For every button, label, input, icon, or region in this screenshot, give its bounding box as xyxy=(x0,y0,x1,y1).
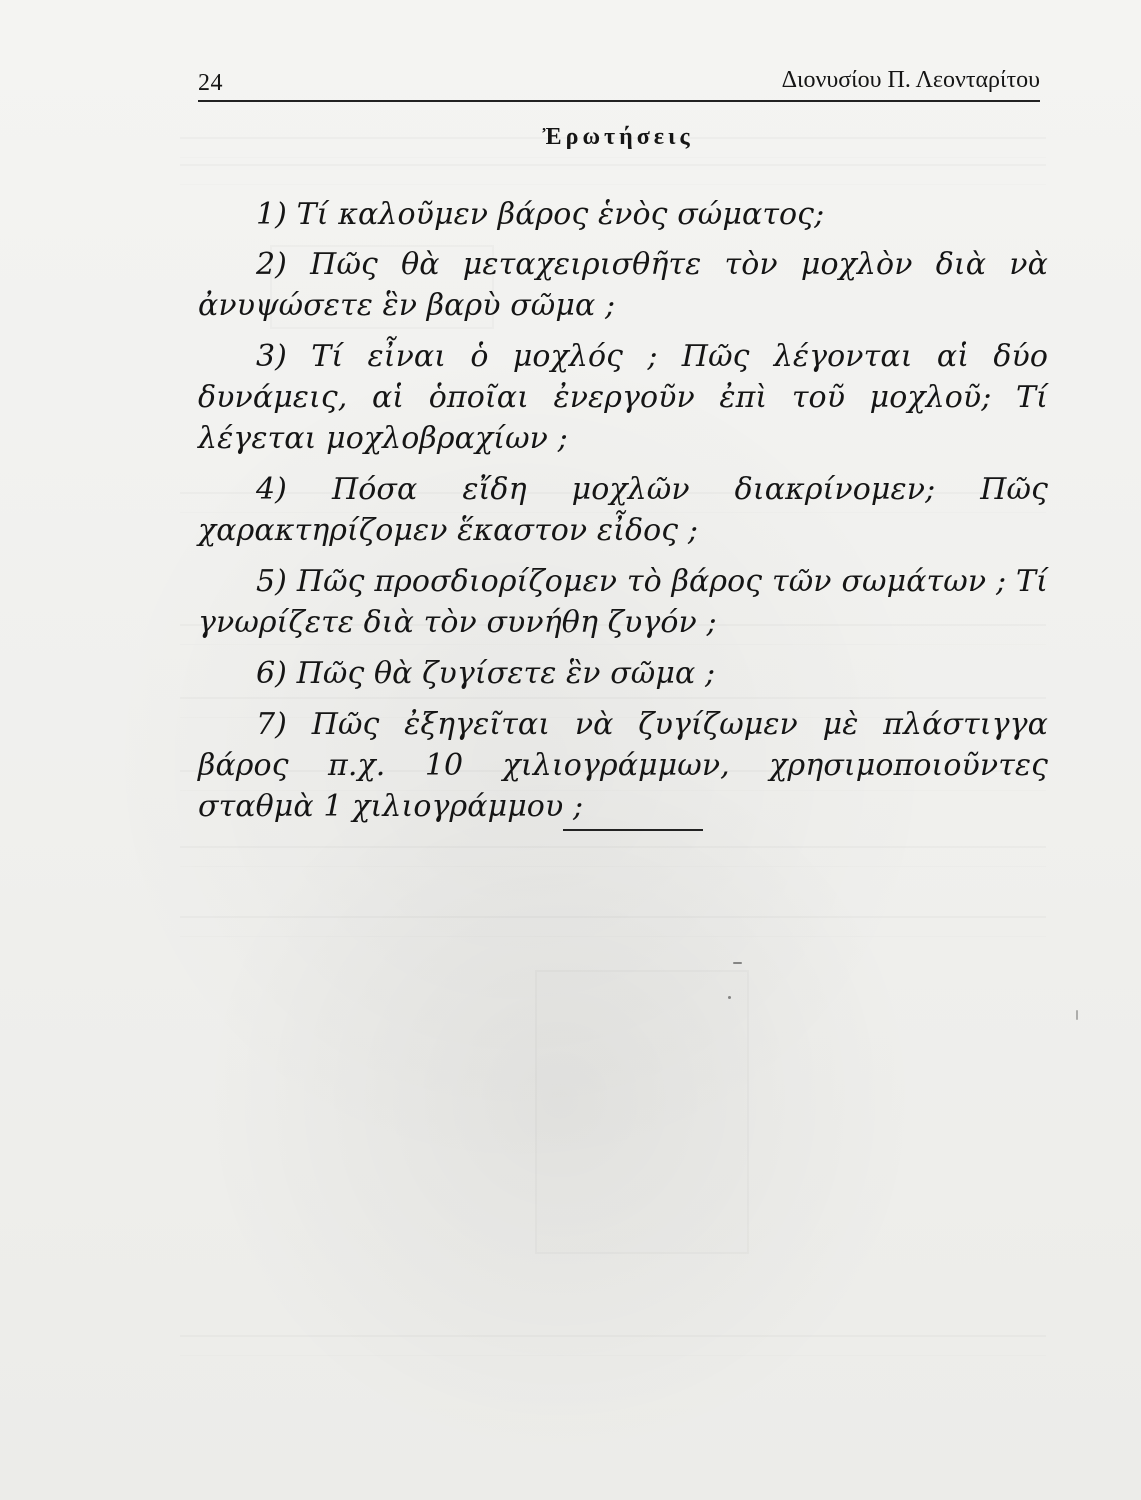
page-header xyxy=(198,56,1040,104)
ghost-line xyxy=(180,1335,1046,1356)
running-head: Διονυσίου Π. Λεονταρίτου xyxy=(781,67,1040,93)
section-title: Ἐρωτήσεις xyxy=(542,124,694,150)
header-rule xyxy=(198,100,1040,102)
question-2: 2) Πῶς θὰ μεταχειρισθῆτε τὸν μοχλὸν διὰ νὰ ἀνυψώσετε ἓν βαρὺ σῶμα ; xyxy=(198,247,1048,323)
ghost-line xyxy=(180,916,1046,937)
ink-speck xyxy=(728,996,731,999)
question-4: 4) Πόσα εἴδη μοχλῶν διακρίνομεν; Πῶς χαρακτηρίζομεν ἕκαστον εἶδος ; xyxy=(198,472,1048,548)
ghost-illustration xyxy=(535,970,749,1254)
page-number: 24 xyxy=(198,70,223,96)
question-7: 7) Πῶς ἐξηγεῖται νὰ ζυγίζωμεν μὲ πλάστιγγα βάρος π.χ. 10 χιλιογράμμων, χρησιμοποιοῦντες σταθμὰ 1 χιλιογράμμου ; xyxy=(198,707,1048,824)
ink-mark xyxy=(733,962,742,964)
ghost-line xyxy=(180,846,1046,867)
ink-mark xyxy=(1076,1010,1078,1020)
closing-rule xyxy=(563,829,703,831)
question-5: 5) Πῶς προσδιορίζομεν τὸ βάρος τῶν σωμάτων ; Τί γνωρίζετε διὰ τὸν συνήθη ζυγόν ; xyxy=(198,564,1048,640)
question-3: 3) Τί εἶναι ὁ μοχλός ; Πῶς λέγονται αἱ δύο δυνάμεις, αἱ ὁποῖαι ἐνεργοῦν ἐπὶ τοῦ μοχλοῦ; Τί λέγεται μοχλοβραχίων ; xyxy=(198,339,1048,456)
question-6: 6) Πῶς θὰ ζυγίσετε ἓν σῶμα ; xyxy=(256,656,716,691)
question-1: 1) Τί καλοῦμεν βάρος ἑνὸς σώματος; xyxy=(256,197,825,232)
questions-section xyxy=(198,124,1048,827)
